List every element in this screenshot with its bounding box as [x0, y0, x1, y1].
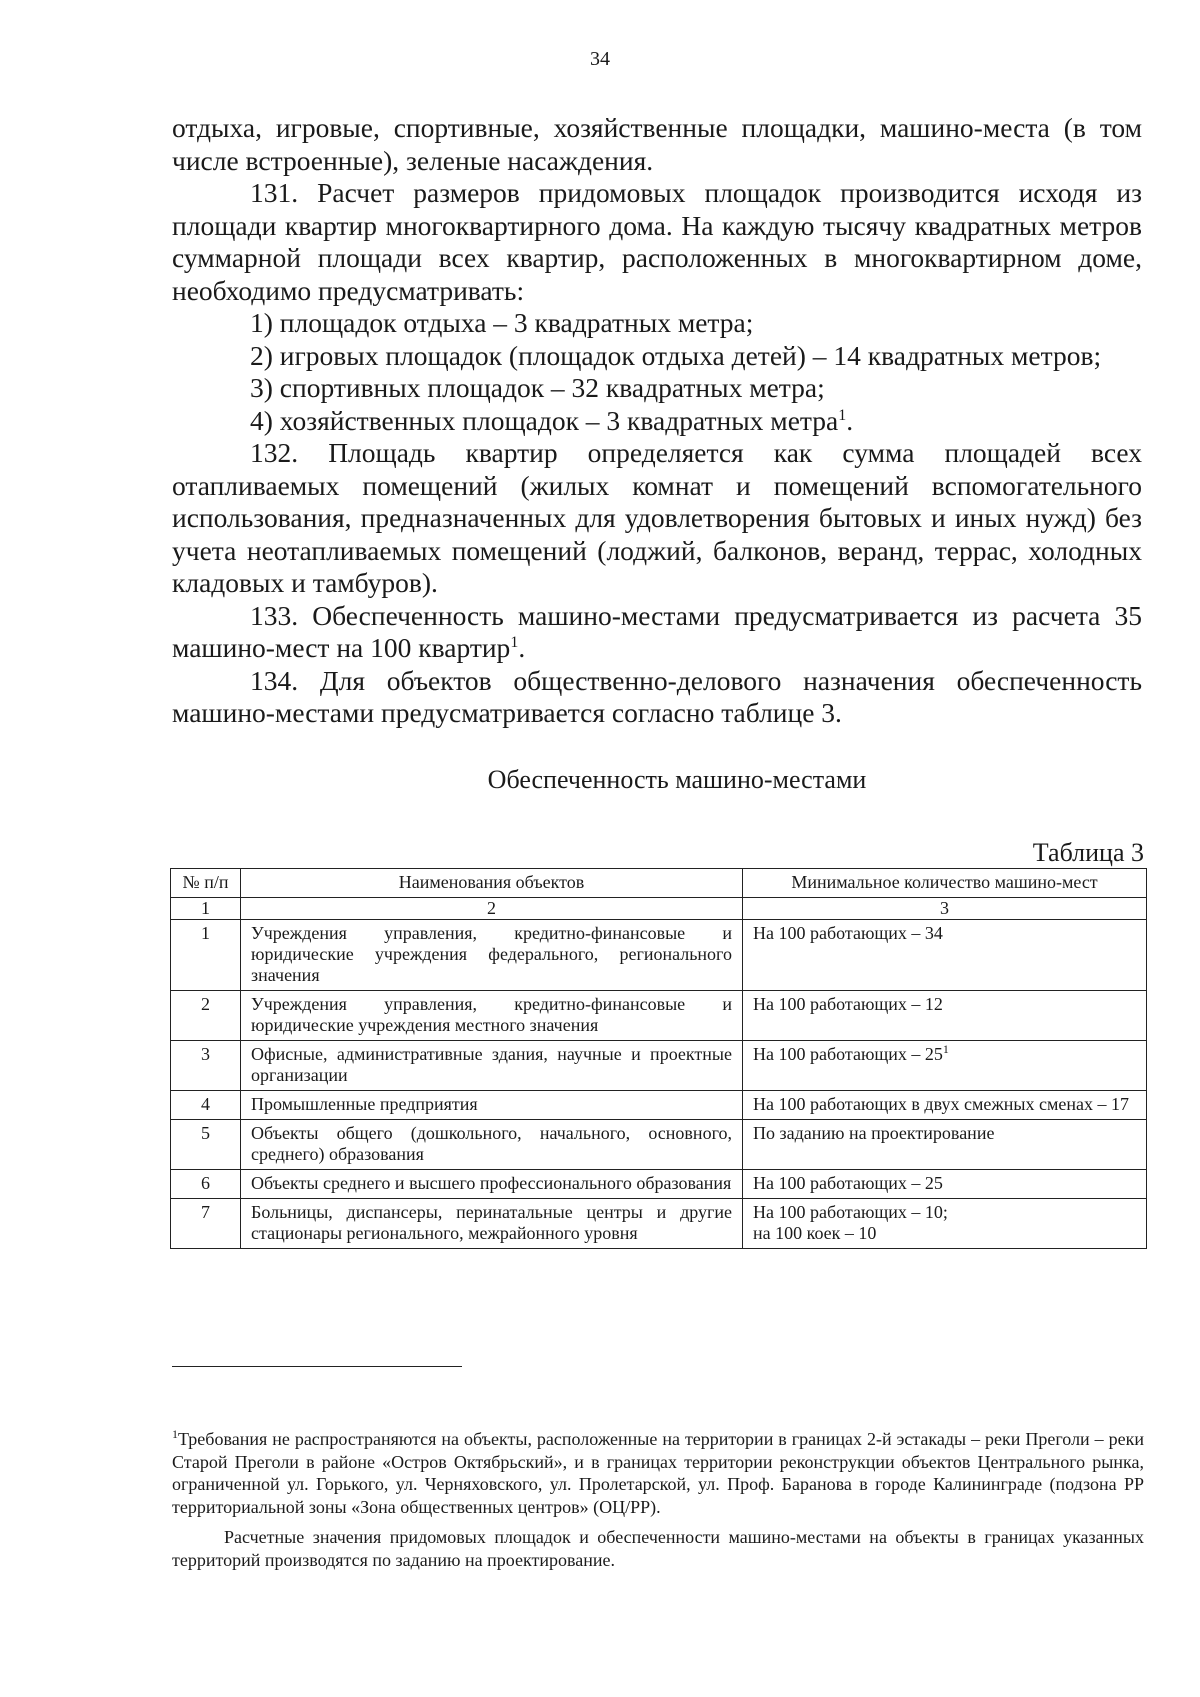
- row-num: 1: [171, 920, 241, 991]
- table-row: [171, 1041, 1147, 1091]
- body-text: [172, 112, 1142, 730]
- row-name: Офисные, административные здания, научные и проектные организации: [241, 1041, 743, 1091]
- table-row: [171, 1091, 1147, 1120]
- row-num: 6: [171, 1170, 241, 1199]
- paragraph-134: 134. Для объектов общественно-делового назначения обеспеченность машино-местами предусматривается согласно таблице 3.: [172, 664, 1142, 728]
- row-name: Объекты общего (дошкольного, начального, основного, среднего) образования: [241, 1120, 743, 1170]
- col-number: 3: [743, 898, 1147, 920]
- parking-table: [170, 868, 1147, 1249]
- row-name: Учреждения управления, кредитно-финансовые и юридические учреждения федерального, регионального значения: [241, 920, 743, 991]
- col-number: 2: [241, 898, 743, 920]
- list-item: 1) площадок отдыха – 3 квадратных метра;: [250, 307, 754, 338]
- paragraph-continuation: отдыха, игровые, спортивные, хозяйственные площадки, машино-места (в том числе встроенные), зеленые насаждения.: [172, 112, 1142, 176]
- row-min-text: На 100 работающих – 25: [753, 1044, 943, 1064]
- footnote-ref: 1: [942, 1042, 949, 1056]
- row-num: 3: [171, 1041, 241, 1091]
- footnote-ref: 1: [838, 406, 847, 424]
- row-min: По заданию на проектирование: [743, 1120, 1147, 1170]
- table-row: [171, 1120, 1147, 1170]
- row-num: 2: [171, 991, 241, 1041]
- row-min: На 100 работающих – 12: [743, 991, 1147, 1041]
- table-row: [171, 991, 1147, 1041]
- table-header-row: [171, 869, 1147, 898]
- row-name: Больницы, диспансеры, перинатальные центры и другие стационары регионального, межрайонного уровня: [241, 1199, 743, 1249]
- row-name: Объекты среднего и высшего профессионального образования: [241, 1170, 743, 1199]
- paragraph-131: 131. Расчет размеров придомовых площадок производится исходя из площади квартир многоквартирного дома. На каждую тысячу квадратных метров суммарной площади всех квартир, расположенных в многоквартирном доме, необходимо предусматривать:: [172, 177, 1142, 306]
- punctuation: .: [518, 632, 526, 663]
- table-row: [171, 920, 1147, 991]
- paragraph-133-text: 133. Обеспеченность машино-местами предусматривается из расчета 35 машино-мест на 100 квартир: [172, 599, 1142, 663]
- footnote-ref: 1: [510, 633, 519, 651]
- table-row: [171, 1170, 1147, 1199]
- row-num: 7: [171, 1199, 241, 1249]
- table-title: Обеспеченность машино-местами: [487, 765, 867, 794]
- row-name: Учреждения управления, кредитно-финансовые и юридические учреждения местного значения: [241, 991, 743, 1041]
- header-min: Минимальное количество машино-мест: [743, 869, 1147, 898]
- paragraph-133: [172, 600, 1142, 665]
- row-min-line: На 100 работающих – 10;: [753, 1202, 948, 1222]
- footnote-1-text: Требования не распространяются на объекты, расположенные на территории в границах 2-й эстакады – реки Преголи – реки Старой Преголи в районе «Остров Октябрьский», и в границах территории реконструкции объектов Центрального рынка, ограниченной ул. Горького, ул. Черняховского, ул. Пролетарской, ул. Проф. Баранова в городе Калининграде (подзона РР территориальной зоны «Зона общественных центров» (ОЦ/РР).: [172, 1429, 1144, 1517]
- footnote-1: [172, 1428, 1144, 1518]
- footnote-mark: 1: [172, 1427, 178, 1441]
- row-min: На 100 работающих – 25: [743, 1170, 1147, 1199]
- list-item: [172, 405, 1142, 438]
- col-number: 1: [171, 898, 241, 920]
- list-item-text: 4) хозяйственных площадок – 3 квадратных метра: [250, 404, 839, 436]
- row-num: 5: [171, 1120, 241, 1170]
- punctuation: .: [846, 404, 854, 436]
- row-min: На 100 работающих – 34: [743, 920, 1147, 991]
- row-min: [743, 1041, 1147, 1091]
- table-label: Таблица 3: [1032, 838, 1144, 867]
- list-item: 2) игровых площадок (площадок отдыха детей) – 14 квадратных метров;: [250, 339, 1102, 371]
- row-min: [743, 1199, 1147, 1249]
- footnote-2: Расчетные значения придомовых площадок и обеспеченности машино-местами на объекты в границах указанных территорий производятся по заданию на проектирование.: [172, 1527, 1144, 1570]
- row-num: 4: [171, 1091, 241, 1120]
- table-column-numbers: [171, 898, 1147, 920]
- list-item: 3) спортивных площадок – 32 квадратных метра;: [250, 372, 825, 403]
- footnotes: [172, 1428, 1144, 1572]
- footnote-separator: [172, 1366, 462, 1367]
- row-name: Промышленные предприятия: [241, 1091, 743, 1120]
- paragraph-132: 132. Площадь квартир определяется как сумма площадей всех отапливаемых помещений (жилых комнат и помещений вспомогательного использования, предназначенных для удовлетворения бытовых и иных нужд) без учета неотапливаемых помещений (лоджий, балконов, веранд, террас, холодных кладовых и тамбуров).: [172, 437, 1142, 598]
- table-row: [171, 1199, 1147, 1249]
- row-min-line: на 100 коек – 10: [753, 1223, 877, 1243]
- header-num: № п/п: [171, 869, 241, 898]
- header-name: Наименования объектов: [241, 869, 743, 898]
- row-min: На 100 работающих в двух смежных сменах – 17: [743, 1091, 1147, 1120]
- page-number: 34: [590, 48, 610, 70]
